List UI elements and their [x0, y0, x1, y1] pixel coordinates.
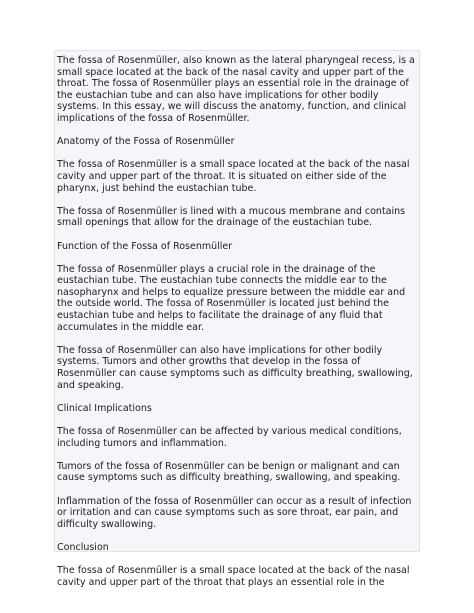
section-heading-function: Function of the Fossa of Rosenmüller	[57, 240, 233, 252]
body-paragraph: The fossa of Rosenmüller is lined with a mucous membrane and contains small openings that allow for the drainage of the eustachian tube.	[57, 205, 406, 229]
body-paragraph: The fossa of Rosenmüller plays a crucial role in the drainage of the eustachian tube. The eustachian tube connects the middle ear to the nasopharynx and helps to equalize pressure between the middle ear and the outside world. The fossa of Rosenmüller is located just behind the eustachian tube and helps to facilitate the drainage of any fluid that accumulates in the middle ear.	[57, 263, 406, 333]
section-heading-conclusion: Conclusion	[57, 541, 109, 553]
section-heading-clinical: Clinical Implications	[57, 402, 152, 414]
body-paragraph: The fossa of Rosenmüller is a small space located at the back of the nasal cavity and upper part of the throat that plays an essential role in the	[57, 565, 410, 588]
document-body	[55, 51, 419, 588]
body-paragraph: Tumors of the fossa of Rosenmüller can be benign or malignant and can cause symptoms such as difficulty breathing, swallowing, and speaking.	[57, 460, 401, 484]
body-paragraph: Inflammation of the fossa of Rosenmüller can occur as a result of infection or irritation and can cause symptoms such as sore throat, ear pain, and difficulty swallowing.	[57, 495, 412, 530]
body-paragraph: The fossa of Rosenmüller is a small space located at the back of the nasal cavity and upper part of the throat. It is situated on either side of the pharynx, just behind the eustachian tube.	[57, 159, 410, 194]
body-paragraph: The fossa of Rosenmüller can also have implications for other bodily systems. Tumors and other growths that develop in the fossa of Rosenmüller can cause symptoms such as difficulty breathing, swallowing, and speaking.	[57, 344, 413, 391]
body-paragraph: The fossa of Rosenmüller can be affected by various medical conditions, including tumors and inflammation.	[57, 426, 402, 449]
intro-paragraph: The fossa of Rosenmüller, also known as the lateral pharyngeal recess, is a small space located at the back of the nasal cavity and upper part of the throat. The fossa of Rosenmüller plays an essential role in the drainage of the eustachian tube and can also have implications for other bodily systems. In this essay, we will discuss the anatomy, function, and clinical implications of the fossa of Rosenmüller.	[57, 55, 415, 124]
section-heading-anatomy: Anatomy of the Fossa of Rosenmüller	[57, 136, 235, 148]
document-page	[54, 50, 420, 588]
